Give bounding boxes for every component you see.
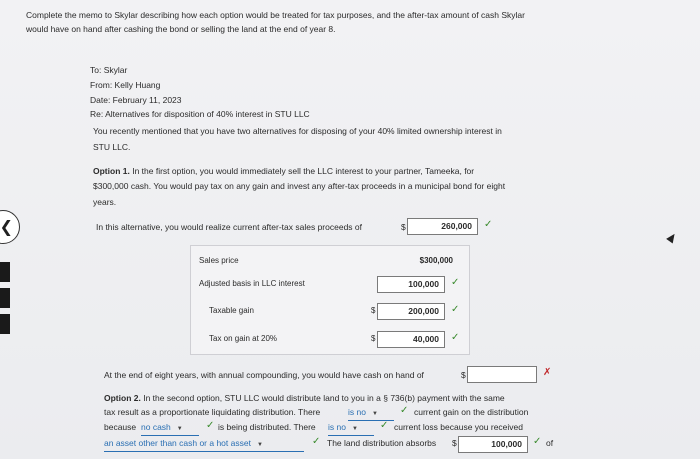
check-icon: ✓: [206, 420, 215, 431]
realize-dollar: $: [401, 222, 406, 232]
asset-type-dropdown[interactable]: [104, 437, 304, 452]
eight-years-dollar: $: [461, 370, 466, 380]
instructions: [26, 8, 646, 36]
mouse-cursor-icon: [666, 232, 678, 244]
option-2-dollar: $: [452, 438, 457, 448]
row-label-tax-on-gain: Tax on gain at 20%: [209, 334, 278, 343]
eight-years-text: At the end of eight years, with annual compounding, you would have cash on hand of: [104, 370, 424, 380]
instructions-line-2: would have on hand after cashing the bond or selling the land at the end of year 8.: [26, 24, 336, 34]
option-2-line-3-mid: is being distributed. There: [218, 422, 316, 432]
check-icon: ✓: [380, 420, 389, 431]
check-icon: ✓: [451, 277, 460, 288]
realize-text: In this alternative, you would realize current after-tax sales proceeds of: [96, 222, 362, 232]
x-icon: ✗: [543, 367, 552, 378]
option-1-label: Option 1.: [93, 166, 130, 176]
gain-status-dropdown-value: is no: [348, 407, 366, 417]
previous-nav-button[interactable]: [0, 210, 20, 244]
check-icon: ✓: [451, 332, 460, 343]
memo-from: From: Kelly Huang: [90, 80, 161, 90]
gain-computation-table: [190, 245, 470, 355]
option-2-line-4-post: The land distribution absorbs: [327, 438, 437, 448]
chevron-left-icon: ❮: [0, 219, 13, 236]
option-2-line-3-pre: because: [104, 422, 137, 432]
gain-status-dropdown[interactable]: [348, 406, 394, 421]
check-icon: ✓: [533, 436, 542, 447]
edge-bar: [0, 262, 10, 282]
option-2-label: Option 2.: [104, 393, 141, 403]
row-dollar-taxable-gain: $: [371, 306, 376, 315]
memo-to: To: Skylar: [90, 65, 128, 75]
edge-bar: [0, 314, 10, 334]
chevron-down-icon: ▼: [351, 426, 358, 432]
row-label-adjusted-basis: Adjusted basis in LLC interest: [199, 279, 305, 288]
row-value-sales-price: $300,000: [419, 256, 453, 265]
loss-status-dropdown[interactable]: [328, 421, 374, 436]
loss-status-dropdown-value: is no: [328, 422, 346, 432]
row-label-taxable-gain: Taxable gain: [209, 306, 254, 315]
cash-on-hand-input[interactable]: [467, 366, 537, 383]
paragraph-intro-line-1: You recently mentioned that you have two alternatives for disposing of your 40% limited ownership interest in: [93, 126, 502, 136]
option-1-line-3: years.: [93, 197, 117, 207]
option-2-line-2-pre: tax result as a proportionate liquidating distribution. There: [104, 407, 321, 417]
taxable-gain-input[interactable]: 200,000: [377, 303, 445, 320]
option-1-line-2: $300,000 cash. You would pay tax on any gain and invest any after-tax proceeds in a municipal bond for eight: [93, 181, 506, 191]
paragraph-intro-line-2: STU LLC.: [93, 142, 131, 152]
memo-date: Date: February 11, 2023: [90, 95, 182, 105]
option-2-text: In the second option, STU LLC would distribute land to you in a § 736(b) payment with the same: [140, 393, 505, 403]
check-icon: ✓: [484, 219, 493, 230]
reason-dropdown[interactable]: [141, 421, 199, 436]
asset-type-dropdown-value: an asset other than cash or a hot asset: [104, 438, 251, 448]
option-2-line-1: [104, 392, 505, 404]
option-2-tail: of: [546, 438, 554, 448]
row-label-sales-price: Sales price: [199, 256, 239, 265]
option-2-line-2-post: current gain on the distribution: [414, 407, 529, 417]
chevron-down-icon: ▼: [256, 442, 263, 448]
after-tax-proceeds-input[interactable]: 260,000: [407, 218, 478, 235]
memo-re: Re: Alternatives for disposition of 40% interest in STU LLC: [90, 109, 310, 119]
option-1-line-1: [93, 165, 474, 177]
land-basis-input[interactable]: 100,000: [458, 436, 528, 453]
check-icon: ✓: [451, 304, 460, 315]
tax-on-gain-input[interactable]: 40,000: [377, 331, 445, 348]
chevron-down-icon: ▼: [176, 426, 183, 432]
check-icon: ✓: [312, 436, 321, 447]
option-1-text: In the first option, you would immediately sell the LLC interest to your partner, Tameeka, for: [129, 166, 475, 176]
check-icon: ✓: [400, 405, 409, 416]
reason-dropdown-value: no cash: [141, 422, 171, 432]
instructions-line-1: Complete the memo to Skylar describing how each option would be treated for tax purposes, and the after-tax amount of cash Skylar: [26, 10, 525, 20]
edge-bar: [0, 288, 10, 308]
adjusted-basis-input[interactable]: 100,000: [377, 276, 445, 293]
chevron-down-icon: ▼: [371, 411, 378, 417]
row-dollar-tax-on-gain: $: [371, 334, 376, 343]
option-2-line-3-post: current loss because you received: [394, 422, 523, 432]
